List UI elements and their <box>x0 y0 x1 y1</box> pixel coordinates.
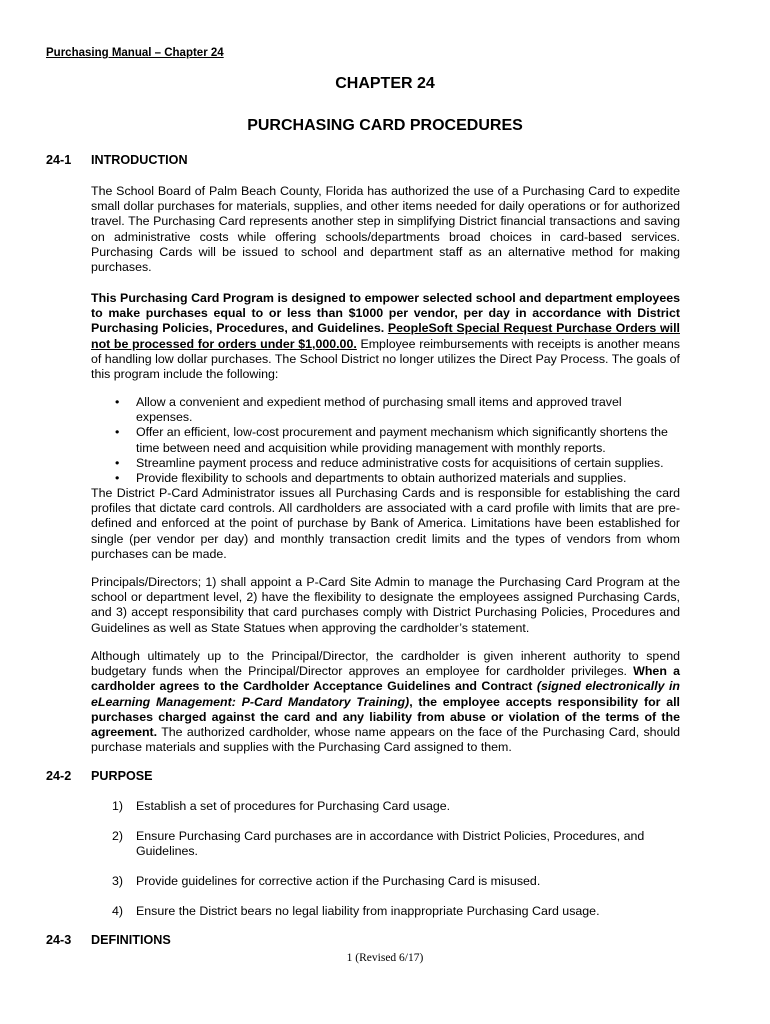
section-heading-purpose <box>46 769 153 784</box>
paragraph-text: Principals/Directors; 1) shall appoint a P-Card Site Admin to manage the Purchasing Card Program at the school or department level, 2) have the flexibility to designate the employees assigned Purchasing Cards, and 3) accept responsibility that card purchases comply with District Purchasing Policies, Procedures and Guidelines as well as State Statues when approving the cardholder’s statement. <box>91 575 680 635</box>
list-item-text: Provide flexibility to schools and departments to obtain authorized materials and supplies. <box>136 471 627 486</box>
section-number: 24-1 <box>46 153 72 167</box>
section-heading-introduction <box>46 153 188 168</box>
running-header: Purchasing Manual – Chapter 24 <box>46 47 224 59</box>
document-title: PURCHASING CARD PROCEDURES <box>247 117 523 134</box>
purpose-item-3 <box>112 874 680 889</box>
section-title: PURPOSE <box>91 769 153 783</box>
list-item <box>112 799 680 814</box>
list-item-text: Offer an efficient, low-cost procurement and payment mechanism which significantly shortens the time between need and acquisition while providing management with monthly reports. <box>136 425 668 455</box>
bullet-icon: • <box>115 395 120 409</box>
goals-bullet-list <box>91 395 680 486</box>
list-item <box>91 456 680 471</box>
section-number: 24-3 <box>46 933 72 947</box>
bold-text: When a cardholder agrees to the Cardholder Acceptance Guidelines and Contract <box>91 664 680 694</box>
list-item <box>91 425 680 455</box>
chapter-heading: CHAPTER 24 <box>335 75 435 92</box>
list-item <box>91 471 680 486</box>
list-item-text: Establish a set of procedures for Purchasing Card usage. <box>136 799 451 813</box>
bold-text: This Purchasing Card Program is designed to empower selected school and department employees to make purchases equal to or less than $1000 per vendor, per day in accordance with District Purchasing Policies, Procedures, and Guidelines. <box>91 291 680 336</box>
list-item-text: Streamline payment process and reduce administrative costs for acquisitions of certain supplies. <box>136 455 664 470</box>
section-title: DEFINITIONS <box>91 933 171 947</box>
bullet-icon: • <box>115 425 120 440</box>
purpose-item-1 <box>112 799 680 814</box>
section-title: INTRODUCTION <box>91 153 188 167</box>
page-footer: 1 (Revised 6/17) <box>346 952 424 964</box>
bullet-icon: • <box>115 455 120 470</box>
bold-italic-text: (signed electronically in eLearning Management: P-Card Mandatory Training) <box>91 679 680 709</box>
list-item-text: Allow a convenient and expedient method of purchasing small items and approved travel expenses. <box>136 395 622 425</box>
plain-text: The authorized cardholder, whose name appears on the face of the Purchasing Card, should purchase materials and supplies with the Purchasing Card assigned to them. <box>91 725 680 755</box>
purpose-item-2 <box>112 829 680 859</box>
list-item <box>112 904 680 919</box>
paragraph-text: The District P-Card Administrator issues all Purchasing Cards and is responsible for establishing the card profiles that dictate card controls. All cardholders are associated with a card profile with limits that are pre-defined and enforced at the point of purchase by Bank of America. Limitations have been established for single (per vendor per day) and monthly transaction credit limits and the types of vendors from whom purchases can be made. <box>91 486 680 561</box>
intro-paragraph-2 <box>91 291 680 382</box>
list-number: 3) <box>112 874 124 888</box>
bold-text: , the employee accepts responsibility for all purchases charged against the card and any liability from abuse or violation of the terms of the agreement. <box>91 694 680 740</box>
intro-paragraph-3 <box>91 486 680 562</box>
paragraph-text: The School Board of Palm Beach County, Florida has authorized the use of a Purchasing Card to expedite small dollar purchases for materials, supplies, and other items needed for daily operations or for authorized travel. The Purchasing Card represents another step in simplifying District financial transactions and saving on administrative costs while offering schools/departments broad choices in card-based services. Purchasing Cards will be issued to school and department staff as an alternative method for making purchases. <box>91 184 680 275</box>
list-item-text: Ensure Purchasing Card purchases are in accordance with District Policies, Procedures, and Guidelines. <box>136 829 645 859</box>
list-item-text: Ensure the District bears no legal liability from inappropriate Purchasing Card usage. <box>136 904 600 918</box>
underlined-text: PeopleSoft Special Request Purchase Orders will not be processed for orders under $1,000.00. <box>91 321 680 351</box>
intro-paragraph-5 <box>91 649 680 755</box>
bullet-icon: • <box>115 471 120 486</box>
list-item <box>112 829 680 859</box>
paragraph-text <box>91 649 680 755</box>
purpose-item-4 <box>112 904 680 919</box>
plain-text: Although ultimately up to the Principal/Director, the cardholder is given inherent authority to spend budgetary funds when the Principal/Director approves an employee for cardholder privileges. <box>91 649 680 679</box>
intro-paragraph-1 <box>91 184 680 275</box>
list-number: 4) <box>112 904 124 918</box>
list-number: 2) <box>112 829 124 843</box>
intro-paragraph-4 <box>91 575 680 636</box>
list-item <box>112 874 680 889</box>
plain-text: Employee reimbursements with receipts is another means of handling low dollar purchases. The School District no longer utilizes the Direct Pay Process. The goals of this program include the following: <box>91 336 680 382</box>
section-heading-definitions <box>46 933 171 948</box>
list-item-text: Provide guidelines for corrective action if the Purchasing Card is misused. <box>136 874 541 888</box>
section-number: 24-2 <box>46 769 72 783</box>
list-item <box>91 395 680 425</box>
list-number: 1) <box>112 799 124 813</box>
paragraph-text <box>91 291 680 382</box>
